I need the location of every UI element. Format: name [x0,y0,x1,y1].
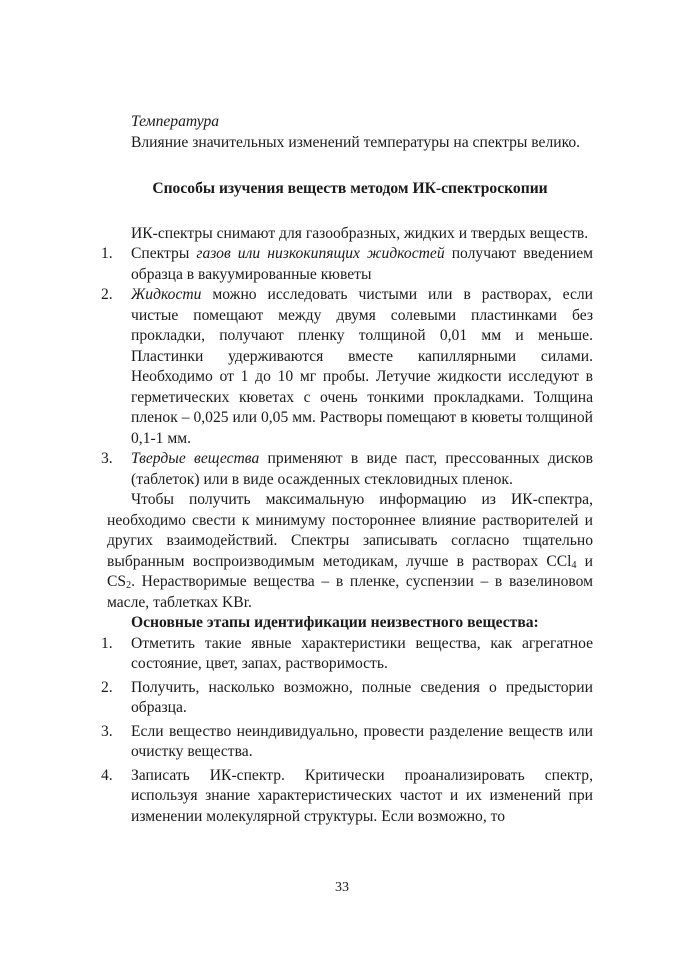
list-item-number: 2. [101,286,113,303]
page-content [101,112,593,830]
list-item-number: 4. [101,766,113,784]
list-item: 3. Твердые вещества применяют в виде паст, прессованных дисков (таблеток) или в виде осажденных стекловидных пленок. [101,450,593,488]
info-paragraph: Чтобы получить максимальную информацию из ИК-спектра, необходимо свести к минимуму постороннее влияние растворителей и других взаимодействий. Спектры записывать согласно тщательно выбранным воспроизводимым методикам, лучше в растворах CCl$_4$ и $CS_2$. Нерастворимые вещества – в пленке, суспензии – в вазелиновом масле, таблетках KBr. [107,491,593,611]
temperature-heading: Температура [131,113,220,130]
stages-list [101,634,593,828]
list-item-number: 2. [101,678,113,696]
list-item-number: 1. [101,634,113,652]
methods-list [101,244,593,490]
list-item: 1. Отметить такие явные характеристики вещества, как агрегатное состояние, цвет, запах, растворимость. [101,634,593,672]
list-item: 2. Получить, насколько возможно, полные сведения о предыстории образца. [101,678,593,716]
page-number: 33 [335,880,349,895]
list-item-number: 1. [101,245,113,262]
list-item-number: 3. [101,722,113,740]
stages-heading: Основные этапы идентификации неизвестного вещества: [131,614,539,631]
intro-paragraph: ИК-спектры снимают для газообразных, жидких и твердых веществ. [131,224,589,242]
list-item: 3. Если вещество неиндивидуально, провести разделение веществ или очистку вещества. [101,722,593,760]
list-item: 1. Спектры газов или низкокипящих жидкостей получают введением образца в вакуумированные кюветы [101,245,593,283]
list-item-number: 3. [101,450,113,467]
list-item: 4. Записать ИК-спектр. Критически проанализировать спектр, используя знание характеристических частот и их изменений при изменении молекулярной структуры. Если возможно, то [101,766,593,825]
list-item: 2. Жидкости можно исследовать чистыми или в растворах, если чистые помещают между двумя солевыми пластинками без прокладки, получают пленку толщиной 0,01 мм и меньше. Пластинки удерживаются вместе капиллярными силами. Необходимо от 1 до 10 мг пробы. Летучие жидкости исследуют в герметических кюветах с очень тонкими прокладками. Толщина пленок – 0,025 или 0,05 мм. Растворы помещают в кюветы толщиной 0,1-1 мм. [101,286,593,447]
section-title: Способы изучения веществ методом ИК-спектроскопии [152,180,548,197]
temperature-text: Влияние значительных изменений температуры на спектры велико. [131,133,581,151]
